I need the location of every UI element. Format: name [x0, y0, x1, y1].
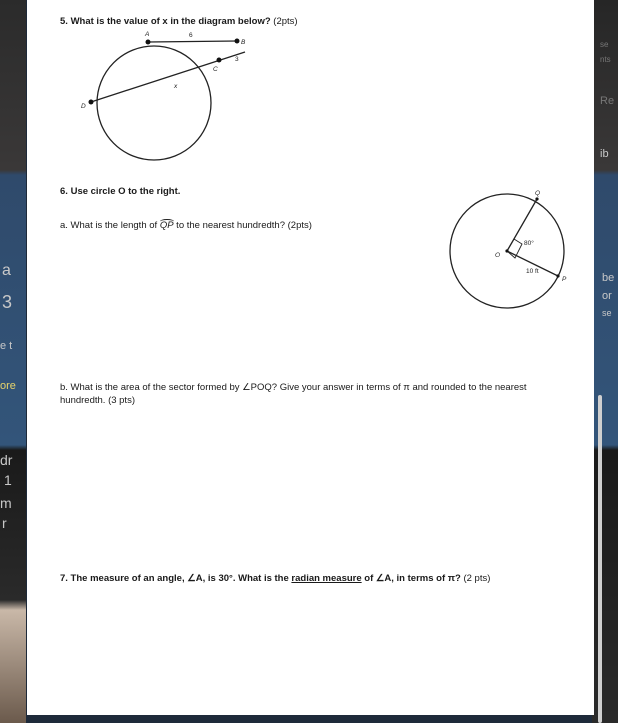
q5-secant-segment: [91, 52, 245, 102]
q5-label-b: B: [241, 39, 246, 46]
q7-suffix: of ∠A, in terms of π?: [361, 573, 461, 584]
q5-point-c: [217, 58, 222, 63]
q5-label-6: 6: [189, 32, 193, 39]
bg-snippet: 1: [4, 472, 12, 488]
bg-snippet: m: [0, 495, 12, 511]
bg-snippet: se: [600, 40, 609, 49]
q6-label-radius: 10 ft: [526, 268, 539, 275]
document-page: [27, 0, 594, 715]
bg-snippet: ib: [600, 148, 609, 160]
q5-label-a: A: [145, 31, 150, 38]
q5-point-b: [235, 39, 240, 44]
q6b-line2: hundredth. (3 pts): [60, 395, 135, 406]
question-5-heading: [60, 15, 298, 28]
q6-text: Use circle O to the right.: [70, 186, 181, 197]
q6-label-q: Q: [535, 190, 541, 197]
bg-snippet: a: [2, 262, 11, 279]
q5-point-d: [89, 100, 94, 105]
q7-prefix: 7. The measure of an angle, ∠A, is 30°. What is the: [60, 573, 292, 584]
bg-snippet: dr: [0, 452, 13, 468]
bg-snippet: e t: [0, 340, 13, 352]
question-6b: [60, 381, 580, 407]
q5-text: What is the value of x in the diagram below?: [70, 16, 271, 27]
q5-label-3: 3: [235, 56, 239, 63]
q6-center-point: [505, 249, 508, 252]
q6-circle-diagram: [422, 185, 587, 310]
question-7: [60, 572, 490, 585]
q6a-arc: [160, 220, 174, 231]
bg-snippet: be: [602, 272, 615, 284]
bg-snippet: r: [2, 515, 7, 531]
q5-label-d: D: [81, 103, 86, 110]
q6-point-q: [535, 197, 538, 200]
question-6a: [60, 219, 312, 232]
q6-number: 6.: [60, 186, 68, 197]
q6a-prefix: a. What is the length of: [60, 220, 160, 231]
q6-point-p: [556, 274, 559, 277]
scrollbar[interactable]: [598, 395, 602, 723]
q5-label-x: x: [174, 83, 178, 90]
bg-snippet: 3: [2, 292, 13, 312]
bg-snippet: or: [602, 290, 612, 302]
q7-underlined: radian measure: [291, 573, 362, 584]
bg-snippet: se: [602, 308, 612, 318]
q6-label-o: O: [495, 252, 501, 259]
q5-circle-diagram: [77, 28, 277, 163]
q5-tangent-segment: [148, 41, 237, 42]
background-left-strip: [0, 0, 26, 723]
q6a-arc-label: QP: [159, 220, 174, 231]
q6a-suffix: to the nearest hundredth? (2pts): [173, 220, 312, 231]
q6b-line1: b. What is the area of the sector formed by ∠POQ? Give your answer in terms of π and rounded to the nearest: [60, 382, 527, 393]
background-right-strip: [592, 0, 618, 723]
arc-symbol-icon: [160, 219, 174, 224]
bg-snippet: nts: [600, 55, 611, 64]
q5-point-a: [146, 40, 151, 45]
bg-snippet: Re: [600, 95, 615, 107]
q5-label-c: C: [213, 66, 218, 73]
bg-snippet: ore: [0, 380, 16, 392]
q7-points: (2 pts): [463, 573, 491, 584]
q5-points: (2pts): [273, 16, 298, 27]
q5-circle: [97, 46, 211, 160]
q6-label-p: P: [562, 276, 567, 283]
question-6-heading: [60, 185, 180, 198]
q5-number: 5.: [60, 16, 68, 27]
q6-label-angle: 80°: [524, 240, 534, 247]
